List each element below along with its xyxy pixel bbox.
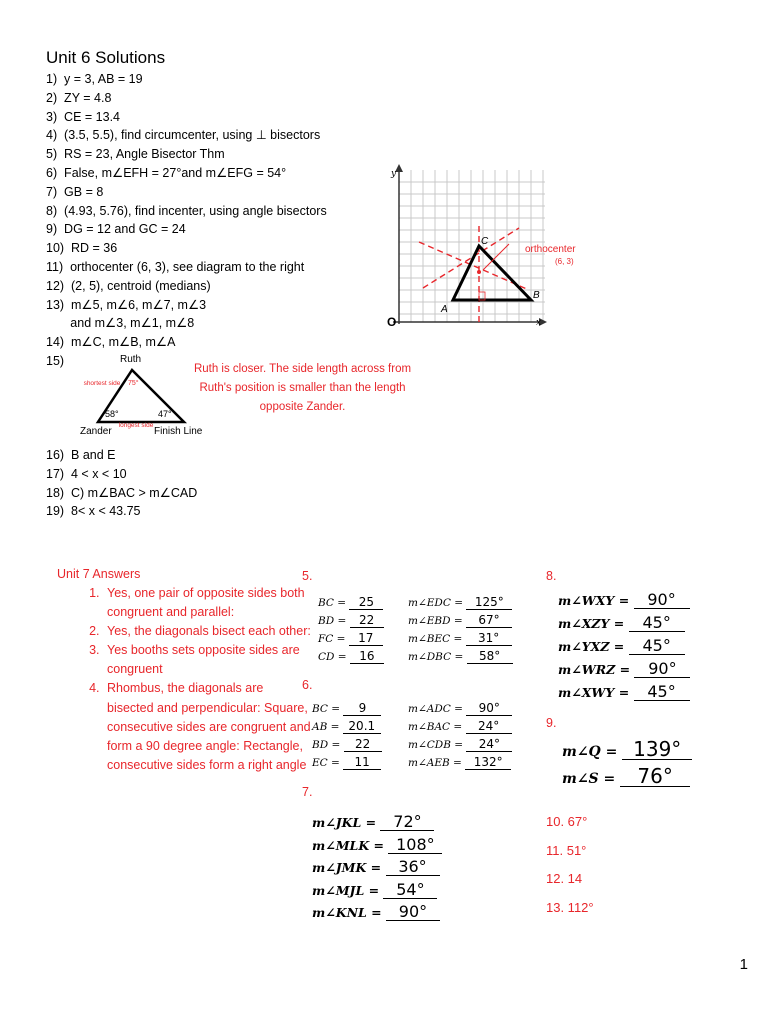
answer-row: BC = 25 bbox=[318, 596, 384, 614]
unit7-item: 1. Yes, one pair of opposite sides both congruent and parallel: bbox=[103, 584, 313, 622]
answer-row: m∠S = 76° bbox=[562, 767, 692, 794]
answer-row: m∠EDC = 125° bbox=[408, 596, 513, 614]
unit6-item: 2) ZY = 4.8 bbox=[46, 90, 112, 105]
unit6-item: 13) m∠5, m∠6, m∠7, m∠3 bbox=[46, 297, 207, 312]
vertex-b: B bbox=[533, 290, 540, 301]
angle-right: 47° bbox=[158, 409, 172, 419]
unit6-item: 4) (3.5, 5.5), find circumcenter, using ⊥ bisectors bbox=[46, 128, 321, 143]
unit6-item: 16) B and E bbox=[46, 448, 116, 462]
unit6-item: 3) CE = 13.4 bbox=[46, 109, 120, 124]
answer-row: AB = 20.1 bbox=[312, 720, 382, 738]
y-axis-label: y bbox=[391, 169, 397, 179]
problem-6-right bbox=[408, 702, 512, 774]
zander-label: Zander bbox=[80, 426, 112, 437]
answer-row: BC = 9 bbox=[312, 702, 382, 720]
answer-row: m∠DBC = 58° bbox=[408, 650, 513, 668]
vertex-c: C bbox=[481, 236, 489, 247]
unit7-item: 3. Yes booths sets opposite sides are congruent bbox=[103, 641, 313, 679]
orthocenter-coord: (6, 3) bbox=[555, 257, 574, 266]
answer-row: m∠Q = 139° bbox=[562, 740, 692, 767]
answer-row: FC = 17 bbox=[318, 632, 384, 650]
answer-row: m∠EBD = 67° bbox=[408, 614, 513, 632]
problem-6-number: 6. bbox=[302, 678, 313, 692]
finish-line-label: Finish Line bbox=[154, 426, 203, 437]
problem-8-answers bbox=[558, 592, 690, 707]
unit6-item: 18) C) m∠BAC > m∠CAD bbox=[46, 485, 198, 500]
problem-9-answers bbox=[562, 737, 692, 794]
shortest-side-label: shortest side bbox=[83, 380, 121, 387]
extra-answer: 10. 67° bbox=[546, 814, 588, 829]
unit6-item: 5) RS = 23, Angle Bisector Thm bbox=[46, 147, 225, 162]
problem-5-right bbox=[408, 596, 513, 668]
origin-label: O bbox=[387, 315, 397, 329]
answer-row: m∠XWY = 45° bbox=[558, 684, 690, 707]
extra-answer: 13. 112° bbox=[546, 899, 594, 915]
page-number: 1 bbox=[739, 956, 748, 973]
ruth-label: Ruth bbox=[120, 354, 142, 365]
unit6-tail-list bbox=[46, 446, 197, 521]
angle-left: 58° bbox=[105, 409, 119, 419]
problem-7-number: 7. bbox=[302, 785, 313, 799]
answer-row: m∠KNL = 90° bbox=[312, 904, 442, 927]
answer-row: m∠MLK = 108° bbox=[312, 837, 442, 860]
answer-row: m∠XZY = 45° bbox=[558, 615, 690, 638]
answer-row: BD = 22 bbox=[312, 738, 382, 756]
answer-row: m∠JMK = 36° bbox=[312, 859, 442, 882]
answer-row: m∠MJL = 54° bbox=[312, 882, 442, 905]
unit6-item: 15) bbox=[46, 353, 65, 368]
answer-row: EC = 11 bbox=[312, 756, 382, 774]
unit6-item: 19) 8< x < 43.75 bbox=[46, 504, 141, 519]
answer-row: m∠WXY = 90° bbox=[558, 592, 690, 615]
unit6-item: 10) RD = 36 bbox=[46, 241, 118, 256]
unit6-title: Unit 6 Solutions bbox=[46, 48, 166, 67]
unit6-item: 17) 4 < x < 10 bbox=[46, 466, 127, 481]
answer-row: CD = 16 bbox=[318, 650, 384, 668]
extra-answer: 12. 14 bbox=[546, 871, 583, 886]
answer-row: m∠YXZ = 45° bbox=[558, 638, 690, 661]
ruth-note: Ruth is closer. The side length across from Ruth's position is smaller than the length opposite Zander. bbox=[193, 363, 412, 413]
unit6-list bbox=[46, 70, 327, 371]
unit6-item: 11) orthocenter (6, 3), see diagram to the right bbox=[46, 259, 305, 274]
problem-5-left bbox=[318, 596, 384, 668]
unit6-item: 6) False, m∠EFH = 27°and m∠EFG = 54° bbox=[46, 165, 287, 180]
unit7-item: 2. Yes, the diagonals bisect each other: bbox=[103, 622, 313, 641]
problem-9-number: 9. bbox=[546, 716, 557, 730]
unit7-section bbox=[57, 567, 313, 775]
answer-row: m∠AEB = 132° bbox=[408, 756, 512, 774]
answer-row: m∠JKL = 72° bbox=[312, 814, 442, 837]
extra-answer: 11. 51° bbox=[546, 842, 587, 858]
orthocenter-graph bbox=[383, 162, 595, 332]
extra-answers bbox=[546, 808, 594, 922]
problem-6-left bbox=[312, 702, 382, 774]
answer-row: m∠WRZ = 90° bbox=[558, 661, 690, 684]
answer-row: m∠ADC = 90° bbox=[408, 702, 512, 720]
unit6-item: 8) (4.93, 5.76), find incenter, using angle bisectors bbox=[46, 203, 327, 218]
unit6-item: 9) DG = 12 and GC = 24 bbox=[46, 222, 186, 237]
unit7-item: 4. Rhombus, the diagonals are bisected and perpendicular: Square, consecutive sides are congruent and form a 90 degree angle: Rectangle, consecutive sides form a right angle bbox=[103, 679, 313, 774]
answer-row: BD = 22 bbox=[318, 614, 384, 632]
unit6-item: 12) (2, 5), centroid (medians) bbox=[46, 278, 211, 293]
unit6-item: 1) y = 3, AB = 19 bbox=[46, 72, 143, 86]
unit7-title: Unit 7 Answers bbox=[57, 567, 141, 581]
unit6-item: 7) GB = 8 bbox=[46, 184, 104, 199]
x-axis-label: x bbox=[536, 318, 542, 328]
answer-row: m∠CDB = 24° bbox=[408, 738, 512, 756]
unit6-item: 14) m∠C, m∠B, m∠A bbox=[46, 335, 176, 350]
angle-top: 75° bbox=[128, 380, 139, 387]
longest-side-label: longest side bbox=[118, 422, 154, 429]
answer-row: m∠BEC = 31° bbox=[408, 632, 513, 650]
problem-7-answers bbox=[312, 814, 442, 927]
answer-row: m∠BAC = 24° bbox=[408, 720, 512, 738]
vertex-a: A bbox=[441, 304, 448, 315]
unit6-item: and m∠3, m∠1, m∠8 bbox=[46, 316, 195, 331]
problem-5-number: 5. bbox=[302, 569, 313, 583]
orthocenter-label: orthocenter bbox=[525, 244, 576, 255]
problem-8-number: 8. bbox=[546, 569, 557, 583]
